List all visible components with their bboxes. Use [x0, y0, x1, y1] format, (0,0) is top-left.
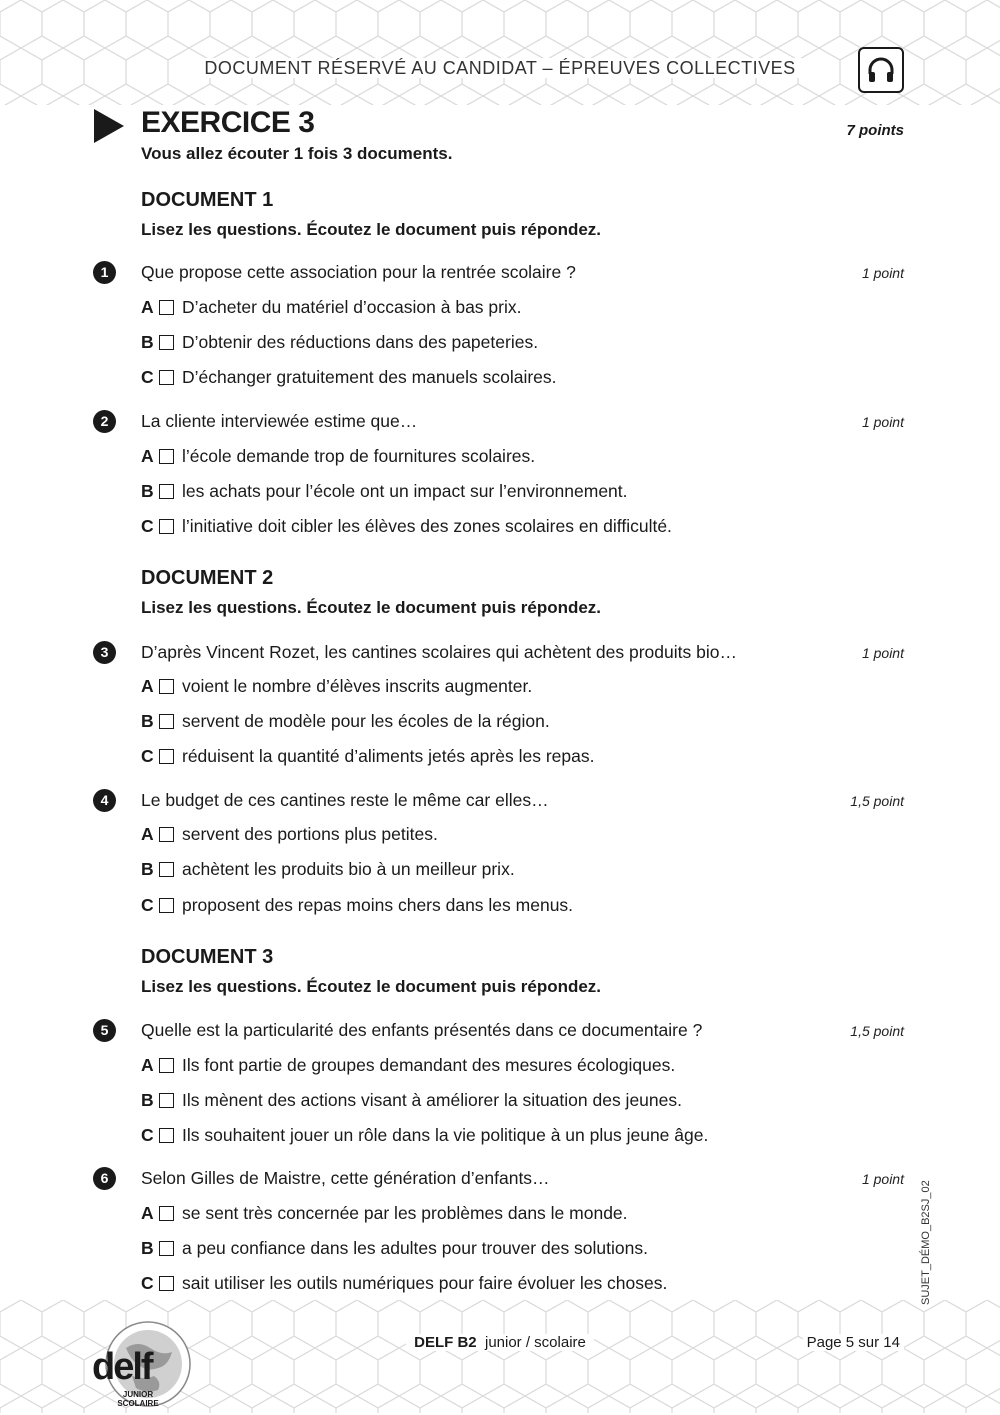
- exercise-subtitle: Vous allez écouter 1 fois 3 documents.: [141, 144, 453, 163]
- checkbox[interactable]: [159, 714, 174, 729]
- checkbox[interactable]: [159, 519, 174, 534]
- option-letter: B: [141, 711, 154, 731]
- answer-option[interactable]: [141, 746, 594, 770]
- question-points: 1,5 point: [850, 793, 904, 809]
- option-letter: A: [141, 1203, 154, 1223]
- answer-option[interactable]: [141, 1203, 628, 1227]
- option-text: Ils font partie de groupes demandant des mesures écologiques.: [182, 1055, 676, 1075]
- checkbox[interactable]: [159, 1128, 174, 1143]
- answer-option[interactable]: [141, 297, 521, 321]
- checkbox[interactable]: [159, 300, 174, 315]
- checkbox[interactable]: [159, 335, 174, 350]
- footer-variant: junior / scolaire: [484, 1334, 586, 1351]
- option-letter: A: [141, 1055, 154, 1075]
- option-letter: C: [141, 516, 154, 536]
- question-number-badge: 6: [93, 1167, 116, 1190]
- option-letter: C: [141, 746, 154, 766]
- checkbox[interactable]: [159, 1241, 174, 1256]
- question-number-badge: 4: [93, 789, 116, 812]
- logo-wordmark: delf: [92, 1346, 152, 1388]
- delf-logo: [88, 1318, 198, 1410]
- checkbox[interactable]: [159, 449, 174, 464]
- option-text: se sent très concernée par les problèmes dans le monde.: [182, 1203, 628, 1223]
- option-text: l’initiative doit cibler les élèves des zones scolaires en difficulté.: [182, 516, 672, 536]
- question-points: 1 point: [861, 414, 904, 430]
- answer-option[interactable]: [141, 367, 557, 391]
- option-text: réduisent la quantité d’aliments jetés après les repas.: [182, 746, 595, 766]
- option-letter: C: [141, 895, 154, 915]
- checkbox[interactable]: [159, 898, 174, 913]
- headphones-icon: [866, 55, 896, 85]
- question-text: Selon Gilles de Maistre, cette génération d’enfants…: [141, 1168, 550, 1188]
- checkbox[interactable]: [159, 1206, 174, 1221]
- checkbox[interactable]: [159, 827, 174, 842]
- checkbox[interactable]: [159, 1276, 174, 1291]
- answer-option[interactable]: [141, 332, 538, 356]
- answer-option[interactable]: [141, 1055, 675, 1079]
- document-title: DOCUMENT 3: [141, 946, 274, 968]
- header-hex-pattern: [0, 0, 1000, 105]
- page-number: Page 5 sur 14: [803, 1334, 904, 1351]
- option-text: servent des portions plus petites.: [182, 824, 438, 844]
- option-text: l’école demande trop de fournitures scolaires.: [182, 446, 536, 466]
- question-text: D’après Vincent Rozet, les cantines scolaires qui achètent des produits bio…: [141, 642, 737, 662]
- answer-option[interactable]: [141, 824, 438, 848]
- option-text: D’acheter du matériel d’occasion à bas prix.: [182, 297, 522, 317]
- option-letter: C: [141, 367, 154, 387]
- option-letter: A: [141, 446, 154, 466]
- option-text: sait utiliser les outils numériques pour faire évoluer les choses.: [182, 1273, 668, 1293]
- question-points: 1 point: [861, 645, 904, 661]
- checkbox[interactable]: [159, 862, 174, 877]
- answer-option[interactable]: [141, 1273, 667, 1297]
- option-text: a peu confiance dans les adultes pour trouver des solutions.: [182, 1238, 648, 1258]
- answer-option[interactable]: [141, 676, 532, 700]
- document-instruction: Lisez les questions. Écoutez le document puis répondez.: [141, 220, 602, 239]
- option-letter: A: [141, 676, 154, 696]
- option-letter: A: [141, 297, 154, 317]
- document-code: SUJET_DÉMO_B2SJ_02: [920, 1180, 932, 1305]
- document-instruction: Lisez les questions. Écoutez le document puis répondez.: [141, 598, 602, 617]
- option-text: Ils souhaitent jouer un rôle dans la vie politique à un plus jeune âge.: [182, 1125, 709, 1145]
- exercise-title: EXERCICE 3: [141, 106, 315, 139]
- option-letter: B: [141, 332, 154, 352]
- document-title: DOCUMENT 1: [141, 189, 274, 211]
- option-text: D’échanger gratuitement des manuels scolaires.: [182, 367, 557, 387]
- question-number-badge: 1: [93, 261, 116, 284]
- answer-option[interactable]: [141, 711, 550, 735]
- answer-option[interactable]: [141, 895, 573, 919]
- option-text: servent de modèle pour les écoles de la région.: [182, 711, 550, 731]
- checkbox[interactable]: [159, 370, 174, 385]
- option-letter: B: [141, 1090, 154, 1110]
- answer-option[interactable]: [141, 1238, 648, 1262]
- answer-option[interactable]: [141, 481, 628, 505]
- footer-level: DELF B2: [414, 1334, 477, 1351]
- question-text: Quelle est la particularité des enfants présentés dans ce documentaire ?: [141, 1020, 703, 1040]
- checkbox[interactable]: [159, 484, 174, 499]
- option-text: achètent les produits bio à un meilleur prix.: [182, 859, 515, 879]
- question-points: 1 point: [861, 265, 904, 281]
- option-text: Ils mènent des actions visant à améliorer la situation des jeunes.: [182, 1090, 682, 1110]
- header-title-text: DOCUMENT RÉSERVÉ AU CANDIDAT – ÉPREUVES COLLECTIVES: [198, 58, 801, 78]
- checkbox[interactable]: [159, 679, 174, 694]
- checkbox[interactable]: [159, 1093, 174, 1108]
- option-letter: A: [141, 824, 154, 844]
- document-instruction: Lisez les questions. Écoutez le document puis répondez.: [141, 977, 602, 996]
- play-triangle-icon: [94, 109, 124, 143]
- question-points: 1 point: [861, 1171, 904, 1187]
- answer-option[interactable]: [141, 859, 515, 883]
- question-text: La cliente interviewée estime que…: [141, 411, 418, 431]
- question-number-badge: 2: [93, 410, 116, 433]
- option-letter: C: [141, 1125, 154, 1145]
- checkbox[interactable]: [159, 1058, 174, 1073]
- answer-option[interactable]: [141, 1090, 682, 1114]
- logo-subtitle: JUNIOR SCOLAIRE: [117, 1390, 159, 1408]
- document-title: DOCUMENT 2: [141, 567, 274, 589]
- checkbox[interactable]: [159, 749, 174, 764]
- option-letter: B: [141, 859, 154, 879]
- header-title: [0, 58, 1000, 79]
- answer-option[interactable]: [141, 446, 535, 470]
- question-text: Le budget de ces cantines reste le même car elles…: [141, 790, 549, 810]
- exercise-points: 7 points: [846, 122, 904, 139]
- option-text: proposent des repas moins chers dans les menus.: [182, 895, 574, 915]
- audio-badge: [858, 47, 904, 93]
- option-text: voient le nombre d’élèves inscrits augmenter.: [182, 676, 533, 696]
- question-number-badge: 3: [93, 641, 116, 664]
- option-letter: B: [141, 481, 154, 501]
- question-points: 1,5 point: [850, 1023, 904, 1039]
- option-text: les achats pour l’école ont un impact sur l’environnement.: [182, 481, 628, 501]
- question-text: Que propose cette association pour la rentrée scolaire ?: [141, 262, 576, 282]
- question-number-badge: 5: [93, 1019, 116, 1042]
- answer-option[interactable]: [141, 1125, 708, 1149]
- answer-option[interactable]: [141, 516, 672, 540]
- option-text: D’obtenir des réductions dans des papeteries.: [182, 332, 539, 352]
- option-letter: C: [141, 1273, 154, 1293]
- option-letter: B: [141, 1238, 154, 1258]
